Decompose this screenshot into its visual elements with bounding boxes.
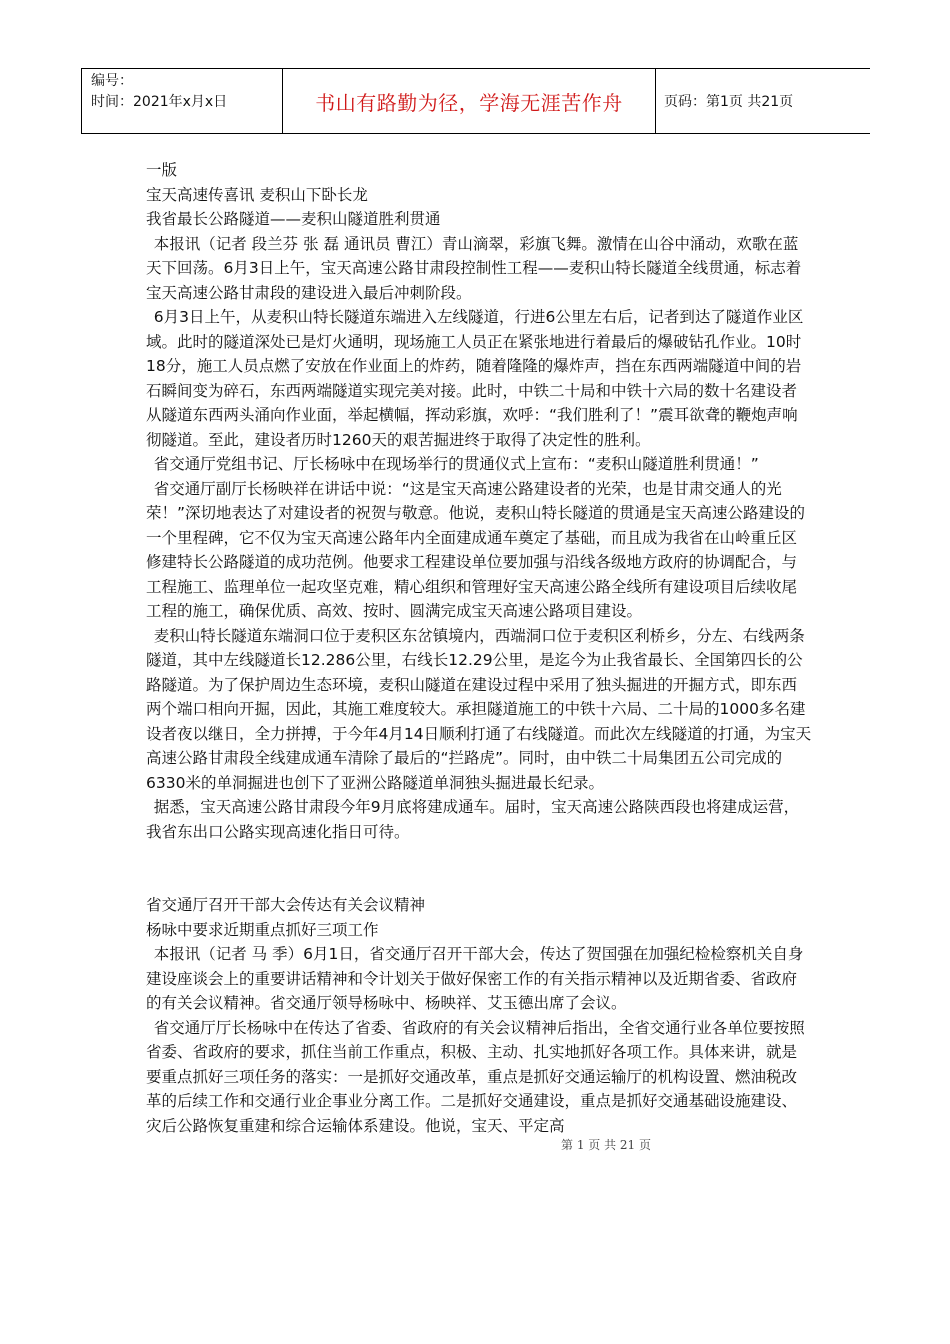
page-header [81,68,870,134]
document-time-label: 时间：2021年x月x日 [91,94,228,110]
article-paragraph: 6月3日上午，从麦积山特长隧道东端进入左线隧道，行进6公里左右后，记者到达了隧道作业区域。此时的隧道深处已是灯火通明，现场施工人员正在紧张地进行着最后的爆破钻孔作业。10时18分，施工人员点燃了安放在作业面上的炸药，随着隆隆的爆炸声，挡在东西两端隧道中间的岩石瞬间变为碎石，东西两端隧道实现完美对接。此时，中铁二十局和中铁十六局的数十名建设者从隧道东西两头涌向作业面，举起横幅，挥动彩旗，欢呼：“我们胜利了！”震耳欲聋的鞭炮声响彻隧道。至此，建设者历时1260天的艰苦掘进终于取得了决定性的胜利。 [146,308,804,449]
article-paragraph: 省交通厅党组书记、厅长杨咏中在现场举行的贯通仪式上宣布：“麦积山隧道胜利贯通！” [153,455,759,473]
article-paragraph: 麦积山特长隧道东端洞口位于麦积区东岔镇境内，西端洞口位于麦积区利桥乡，分左、右线两条隧道，其中左线隧道长12.286公里，右线长12.29公里，是迄今为止我省最长、全国第四长的公路隧道。为了保护周边生态环境，麦积山隧道在建设过程中采用了独头掘进的开掘方式，即东西两个端口相向开掘，因此，其施工难度较大。承担隧道施工的中铁十六局、二十局的1000多名建设者夜以继日，全力拼搏，于今年4月14日顺利打通了右线隧道。而此次左线隧道的打通，为宝天高速公路甘肃段全线建成通车清除了最后的“拦路虎”。同时，由中铁二十局集团五公司完成的6330米的单洞掘进也创下了亚洲公路隧道单洞独头掘进最长纪录。 [146,626,812,792]
document-body [146,158,812,1138]
article-title: 省交通厅召开干部大会传达有关会议精神 [146,896,426,914]
article-paragraph: 据悉，宝天高速公路甘肃段今年9月底将建成通车。届时，宝天高速公路陕西段也将建成运营，我省东出口公路实现高速化指日可待。 [146,798,800,841]
article-paragraph: 省交通厅副厅长杨映祥在讲话中说：“这是宝天高速公路建设者的光荣，也是甘肃交通人的光荣！”深切地表达了对建设者的祝贺与敬意。他说，麦积山特长隧道的贯通是宝天高速公路建设的一个里程碑，它不仅为宝天高速公路年内全面建成通车奠定了基础，而且成为我省在山岭重丘区修建特长公路隧道的成功范例。他要求工程建设单位要加强与沿线各级地方政府的协调配合，与工程施工、监理单位一起攻坚克难，精心组织和管理好宝天高速公路全线所有建设项目后续收尾工程的施工，确保优质、高效、按时、圆满完成宝天高速公路项目建设。 [146,479,806,620]
article-subtitle: 杨咏中要求近期重点抓好三项工作 [146,920,379,939]
page-number-footer: 第 1 页 共 21 页 [561,1138,651,1152]
header-meta [82,69,283,133]
article-paragraph: 本报讯（记者 段兰芬 张 磊 通讯员 曹江）青山滴翠，彩旗飞舞。激情在山谷中涌动，欢歌在蓝天下回荡。6月3日上午，宝天高速公路甘肃段控制性工程——麦积山特长隧道全线贯通，标志着宝天高速公路甘肃段的建设进入最后冲刺阶段。 [146,234,802,302]
header-motto: 书山有路勤为径，学海无涯苦作舟 [283,69,656,133]
section-label: 一版 [146,161,178,179]
article-subtitle: 我省最长公路隧道——麦积山隧道胜利贯通 [146,210,441,228]
article-paragraph: 本报讯（记者 马 季）6月1日，省交通厅召开干部大会，传达了贺国强在加强纪检检察机关自身建设座谈会上的重要讲话精神和令计划关于做好保密工作的有关指示精神以及近期省委、省政府的有关会议精神。省交通厅领导杨咏中、杨映祥、艾玉德出席了会议。 [146,945,804,1012]
article-title: 宝天高速传喜讯 麦积山下卧长龙 [146,185,368,204]
article-separator [146,844,812,893]
document-number-label: 编号： [91,73,133,89]
header-page-info: 页码：第1页 共21页 [664,94,794,110]
article-paragraph: 省交通厅厅长杨咏中在传达了省委、省政府的有关会议精神后指出，全省交通行业各单位要按照省委、省政府的要求，抓住当前工作重点，积极、主动、扎实地抓好各项工作。具体来讲，就是要重点抓好三项任务的落实：一是抓好交通改革，重点是抓好交通运输厅的机构设置、燃油税改革的后续工作和交通行业企事业分离工作。二是抓好交通建设，重点是抓好交通基础设施建设、灾后公路恢复重建和综合运输体系建设。他说，宝天、平定高 [146,1018,805,1135]
